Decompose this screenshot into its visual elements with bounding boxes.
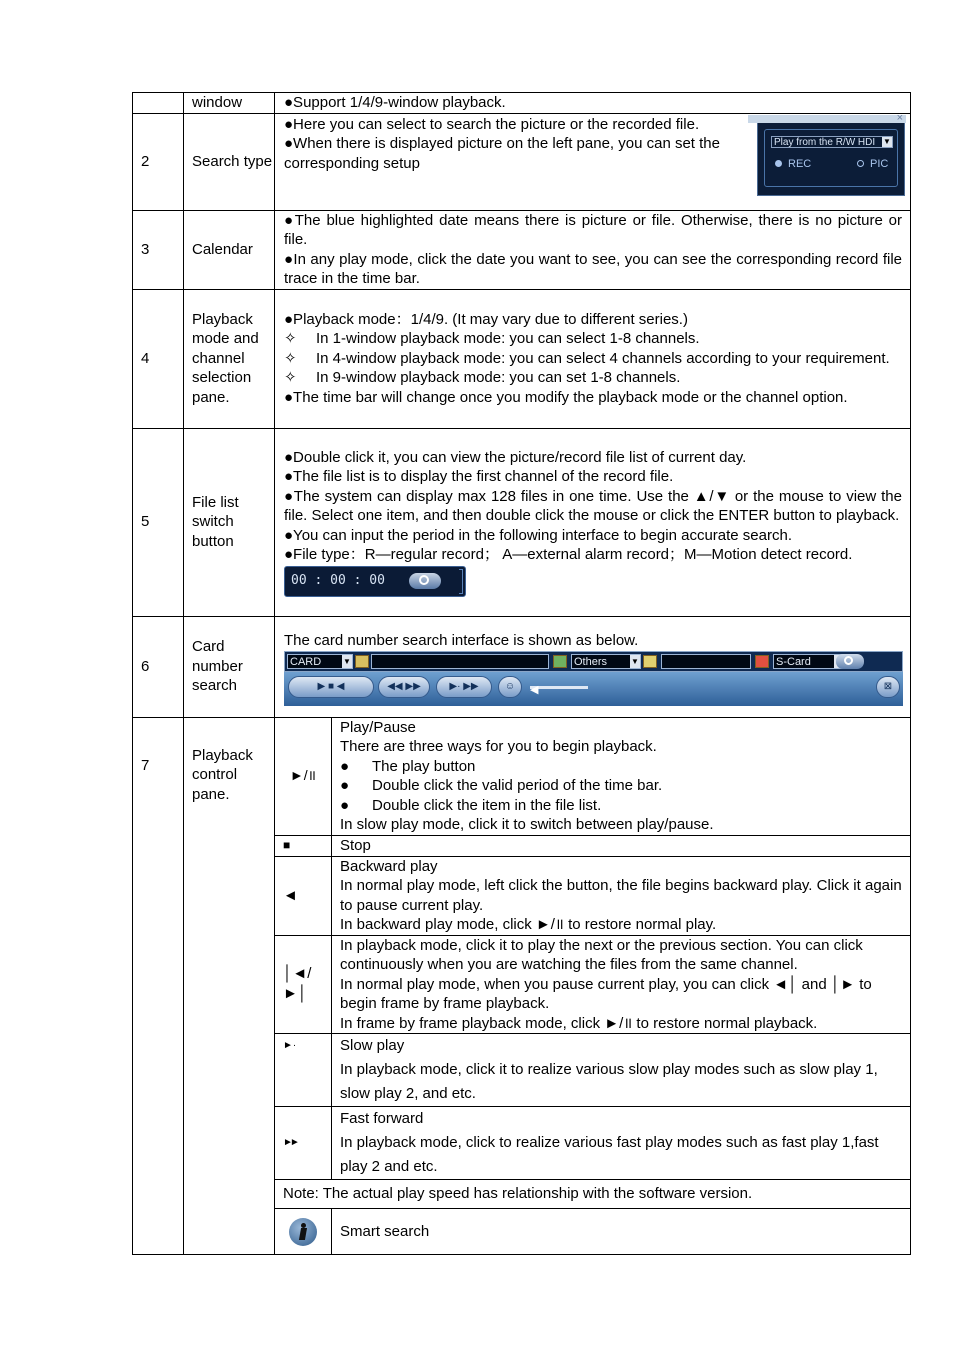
smart-search-cell bbox=[275, 1209, 332, 1255]
description-text: ●File type：R—regular record； A—external alarm record；M—Motion detect record. bbox=[284, 546, 853, 563]
list-item: ● Double click the valid period of the time bar. bbox=[340, 777, 663, 794]
stop-description: Stop bbox=[332, 835, 911, 856]
row-function: Playback mode and channel selection pane. bbox=[184, 289, 275, 428]
diamond-bullet-icon: ✧ bbox=[284, 349, 297, 367]
row-number: 5 bbox=[133, 428, 184, 616]
rec-label: REC bbox=[788, 157, 812, 170]
filter-icon bbox=[553, 655, 567, 668]
list-item: ● The play button bbox=[340, 757, 476, 775]
prev-next-section-buttons[interactable]: ◀◀ ▶▶ bbox=[378, 676, 430, 698]
row-number: 4 bbox=[133, 289, 184, 428]
hand-icon bbox=[643, 655, 657, 668]
volume-slider[interactable] bbox=[530, 686, 588, 689]
list-item: ✧ In 9-window playback mode: you can set 1-8 channels. bbox=[284, 369, 681, 387]
description-text: ●The file list is to display the first channel of the record file. bbox=[284, 468, 674, 485]
table-row bbox=[133, 616, 911, 717]
radio-selected-icon bbox=[775, 160, 782, 167]
play-pause-icon: ►/॥ bbox=[275, 717, 332, 835]
others-input[interactable] bbox=[661, 654, 751, 669]
scard-select[interactable]: S-Card bbox=[773, 654, 845, 669]
play-stop-back-buttons[interactable]: ▶ ■ ◀ bbox=[288, 676, 374, 698]
time-input[interactable]: 00 : 00 : 00 bbox=[291, 572, 385, 588]
search-icon[interactable] bbox=[409, 573, 441, 589]
chevron-down-icon: ▼ bbox=[883, 136, 891, 146]
list-item: ✧ In 4-window playback mode: you can select 4 channels according to your requirement. bbox=[284, 349, 890, 367]
list-item: ✧ In 1-window playback mode: you can select 1-8 channels. bbox=[284, 330, 700, 348]
smart-search-icon[interactable]: ☺ bbox=[498, 676, 522, 698]
description-text: ●Support 1/4/9-window playback. bbox=[284, 94, 506, 111]
table-row bbox=[133, 428, 911, 616]
table-row bbox=[133, 210, 911, 289]
card-search-panel bbox=[284, 651, 903, 706]
row-number: 6 bbox=[133, 616, 184, 717]
row-description bbox=[275, 113, 911, 210]
row-number: 7 bbox=[133, 717, 184, 1255]
no-entry-icon bbox=[755, 655, 769, 668]
description-text: ●The system can display max 128 files in one time. Use the ▲/▼ or the mouse to view the file. Select one item, and then double click the mouse or click the ENTER button to playback. bbox=[284, 487, 902, 524]
chevron-down-icon: ▼ bbox=[631, 657, 639, 667]
chevron-down-icon: ▼ bbox=[343, 657, 351, 667]
volume-icon: ◀ bbox=[530, 684, 539, 697]
fast-forward-description: Fast forward In playback mode, click to realize various fast play modes such as fast play 1,fast play 2 and etc. bbox=[332, 1107, 911, 1180]
card-icon bbox=[355, 655, 369, 668]
description-text: ●You can input the period in the following interface to begin accurate search. bbox=[284, 526, 793, 544]
description-text: ●When there is displayed picture on the left pane, you can set the corresponding setup bbox=[284, 135, 720, 172]
description-text: ●The blue highlighted date means there is picture or file. Otherwise, there is no picture or file. bbox=[284, 211, 902, 248]
diamond-bullet-icon: ✧ bbox=[284, 330, 297, 348]
pic-radio[interactable] bbox=[857, 157, 888, 171]
smart-search-icon bbox=[289, 1218, 317, 1246]
time-search-widget bbox=[284, 566, 466, 597]
row-function: Card number search bbox=[184, 616, 275, 717]
close-icon[interactable]: × bbox=[896, 111, 903, 124]
pic-label: PIC bbox=[870, 157, 889, 170]
rec-radio[interactable] bbox=[775, 157, 811, 171]
row-description bbox=[275, 210, 911, 289]
description-text: ●Playback mode：1/4/9. (It may vary due to different series.) bbox=[284, 310, 688, 328]
row-description bbox=[275, 93, 911, 114]
table-row bbox=[133, 717, 911, 835]
exit-icon[interactable]: ⊠ bbox=[876, 676, 900, 698]
slow-play-icon: ►· bbox=[275, 1034, 332, 1107]
playback-toolbar bbox=[284, 672, 903, 706]
diamond-bullet-icon: ✧ bbox=[284, 369, 297, 387]
frame-step-icon: │◄/ ►│ bbox=[275, 935, 332, 1034]
row-function: window bbox=[184, 93, 275, 114]
row-function: Playback control pane. bbox=[184, 717, 275, 1255]
table-row bbox=[133, 93, 911, 114]
table-row bbox=[133, 289, 911, 428]
description-text: ●Double click it, you can view the picture/record file list of current day. bbox=[284, 448, 747, 466]
description-text: ●In any play mode, click the date you want to see, you can see the corresponding record file trace in the time bar. bbox=[284, 250, 902, 287]
doc-table bbox=[132, 92, 911, 1255]
search-source-select[interactable] bbox=[771, 136, 893, 148]
backward-play-description: Backward play In normal play mode, left click the button, the file begins backward play. Click it again to pause current play. In backward play mode, click ►/॥ to restore normal play. bbox=[332, 856, 911, 935]
description-text: The card number search interface is shown as below. bbox=[284, 631, 639, 649]
radio-empty-icon bbox=[857, 160, 864, 167]
search-icon[interactable] bbox=[836, 654, 864, 669]
card-number-input[interactable] bbox=[371, 654, 549, 669]
list-item: ● Double click the item in the file list. bbox=[340, 796, 602, 814]
select-value: Play from the R/W HDI bbox=[774, 136, 876, 148]
speed-note: Note: The actual play speed has relationship with the software version. bbox=[275, 1180, 911, 1209]
table-row bbox=[133, 113, 911, 210]
card-type-select[interactable]: CARD ▼ bbox=[287, 654, 353, 669]
row-description bbox=[275, 289, 911, 428]
description-text: ●Here you can select to search the picture or the recorded file. bbox=[284, 115, 700, 133]
stop-icon: ■ bbox=[275, 835, 332, 856]
row-number: 2 bbox=[133, 113, 184, 210]
row-function: Search type bbox=[184, 113, 275, 210]
row-function: File list switch button bbox=[184, 428, 275, 616]
row-description bbox=[275, 428, 911, 616]
slow-play-description: Slow play In playback mode, click it to realize various slow play modes such as slow play 1, slow play 2, and etc. bbox=[332, 1034, 911, 1107]
search-type-panel bbox=[757, 111, 905, 196]
row-function: Calendar bbox=[184, 210, 275, 289]
play-pause-description: Play/Pause There are three ways for you to begin playback. ● The play button ● Double click the valid period of the time bar. ● Double click the item in the file list. In slow play mode, click it to switch between play/pause. bbox=[332, 717, 911, 835]
slow-fast-buttons[interactable]: ▶· ▶▶ bbox=[436, 676, 492, 698]
fast-forward-icon: ►► bbox=[275, 1107, 332, 1180]
description-text: ●The time bar will change once you modify the playback mode or the channel option. bbox=[284, 388, 848, 406]
others-select[interactable]: Others ▼ bbox=[571, 654, 641, 669]
frame-step-description: In playback mode, click it to play the next or the previous section. You can click continuously when you are watching the files from the same channel. In normal play mode, when you pause current play, you can click ◄│ and │► to begin frame by frame playback. In frame by frame playback mode, click ►/॥ to restore normal playback. bbox=[332, 935, 911, 1034]
backward-play-icon: ◄ bbox=[275, 856, 332, 935]
row-description bbox=[275, 616, 911, 717]
row-number bbox=[133, 93, 184, 114]
smart-search-description: Smart search bbox=[332, 1209, 911, 1255]
row-number: 3 bbox=[133, 210, 184, 289]
